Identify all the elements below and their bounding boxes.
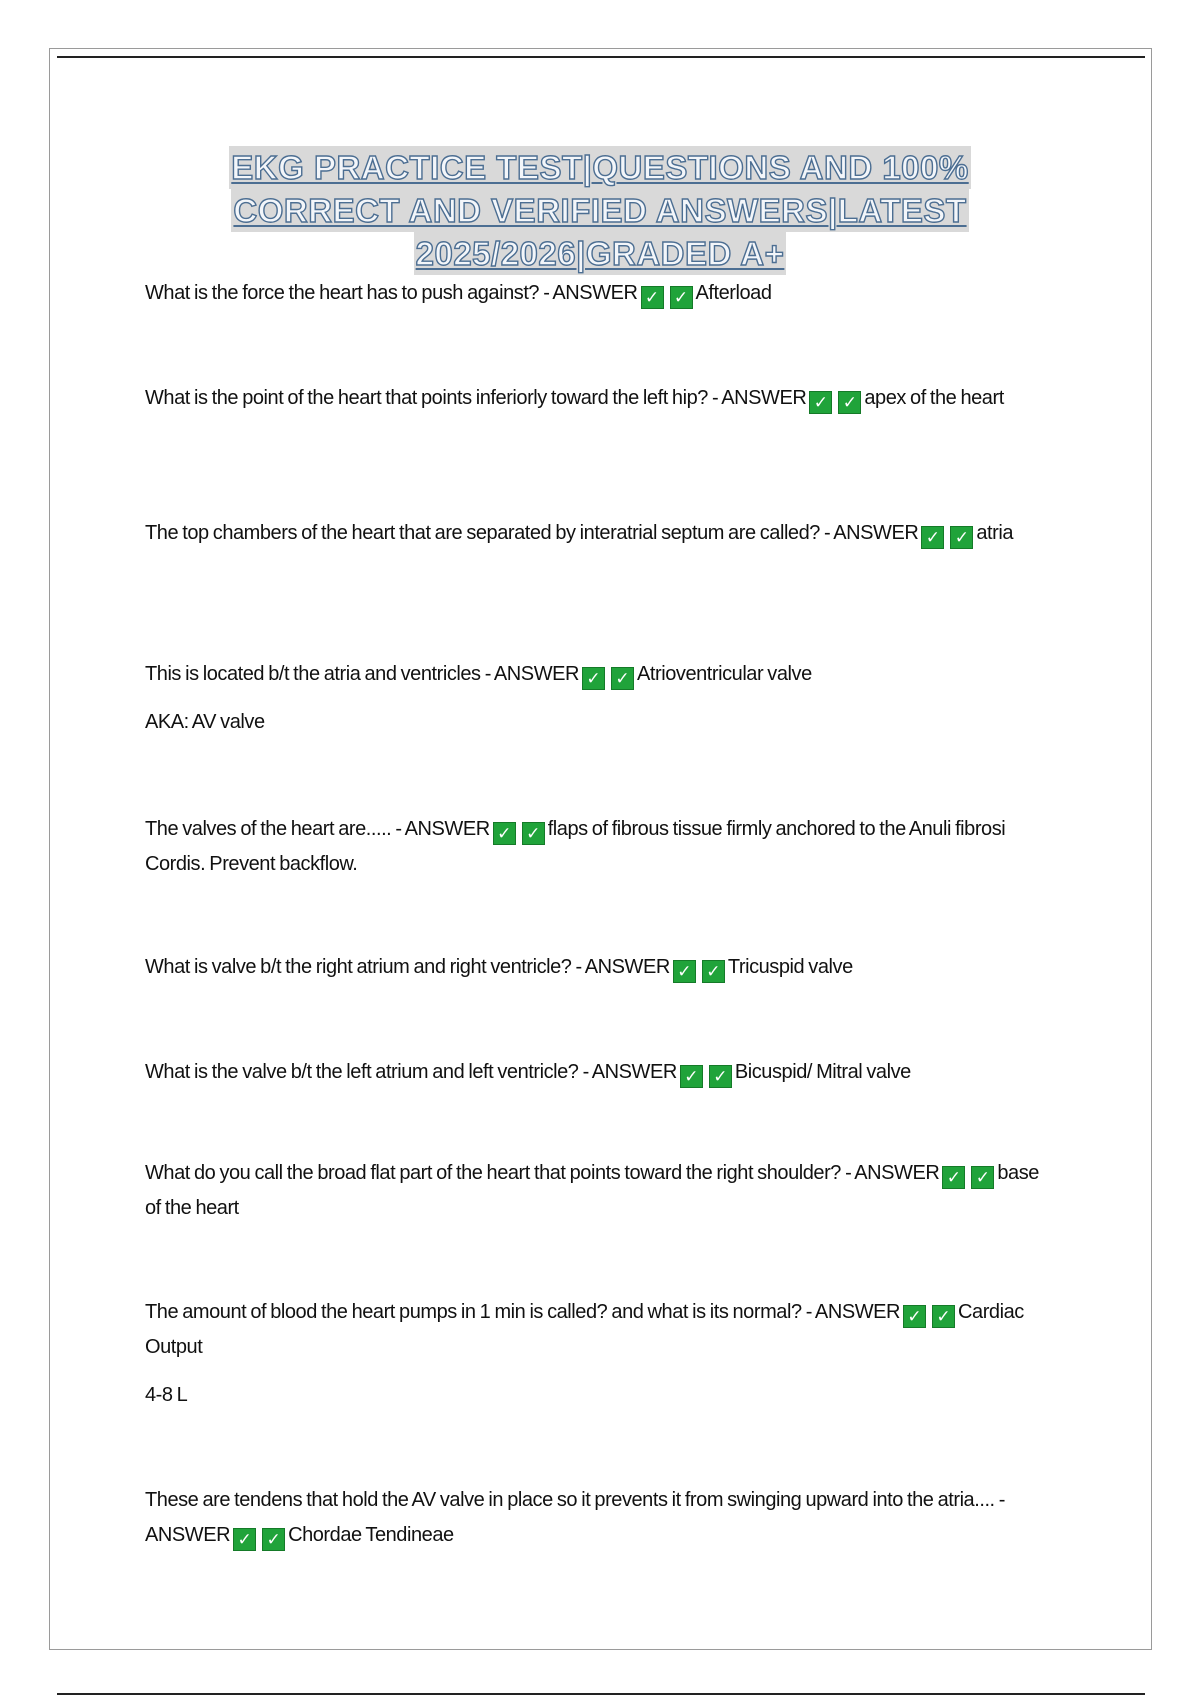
check-mark-icon: ✓ — [702, 960, 725, 983]
answer-note: AKA: AV valve — [145, 711, 265, 733]
answer-text: atria — [976, 522, 1014, 544]
bottom-rule — [57, 1693, 1145, 1695]
check-mark-icon: ✓ — [262, 1528, 285, 1551]
check-mark-icon: ✓ — [838, 391, 861, 414]
check-mark-icon: ✓ — [522, 822, 545, 845]
qa-item — [145, 516, 1045, 551]
question-text: What do you call the broad flat part of the heart that points toward the right shoulder? - ANSWER — [145, 1162, 940, 1184]
qa-item — [145, 381, 1045, 416]
answer-text: Chordae Tendineae — [288, 1524, 454, 1546]
question-text: The amount of blood the heart pumps in 1 min is called? and what is its normal? - ANSWER — [145, 1301, 901, 1323]
question-text: These are tendens that hold the AV valve in place so it prevents it from swinging upward into the atria.... - ANSWER — [145, 1489, 1005, 1546]
qa-item — [145, 1483, 1045, 1553]
question-text: The valves of the heart are..... - ANSWER — [145, 818, 490, 840]
question-text: What is the point of the heart that points inferiorly toward the left hip? - ANSWER — [145, 387, 807, 409]
question-text: What is valve b/t the right atrium and right ventricle? - ANSWER — [145, 956, 670, 978]
check-mark-icon: ✓ — [809, 391, 832, 414]
answer-text: Tricuspid valve — [727, 956, 853, 978]
top-rule — [57, 56, 1145, 58]
title-line-2: CORRECT AND VERIFIED ANSWERS|LATEST — [231, 189, 968, 232]
answer-text: flaps of fibrous tissue firmly anchored to the Anuli fibrosi Cordis. Prevent backflow. — [145, 818, 1006, 875]
check-mark-icon: ✓ — [673, 960, 696, 983]
qa-item — [145, 1156, 1045, 1226]
check-mark-icon: ✓ — [932, 1305, 955, 1328]
check-mark-icon: ✓ — [950, 526, 973, 549]
answer-text: Bicuspid/ Mitral valve — [734, 1061, 911, 1083]
check-mark-icon: ✓ — [670, 286, 693, 309]
answer-text: base of the heart — [145, 1162, 1039, 1219]
check-mark-icon: ✓ — [942, 1166, 965, 1189]
check-mark-icon: ✓ — [611, 667, 634, 690]
check-mark-icon: ✓ — [641, 286, 664, 309]
check-mark-icon: ✓ — [233, 1528, 256, 1551]
check-mark-icon: ✓ — [493, 822, 516, 845]
check-mark-icon: ✓ — [680, 1065, 703, 1088]
title-line-1: EKG PRACTICE TEST|QUESTIONS AND 100% — [229, 146, 970, 189]
title-line-3: 2025/2026|GRADED A+ — [414, 232, 787, 275]
document-title — [150, 146, 1050, 275]
question-text: What is the valve b/t the left atrium and left ventricle? - ANSWER — [145, 1061, 677, 1083]
qa-item — [145, 1295, 1045, 1413]
qa-item — [145, 950, 1045, 985]
answer-text: Cardiac Output — [145, 1301, 1024, 1358]
answer-note: 4-8 L — [145, 1384, 188, 1406]
check-mark-icon: ✓ — [709, 1065, 732, 1088]
answer-text: apex of the heart — [864, 387, 1004, 409]
question-text: The top chambers of the heart that are separated by interatrial septum are called? - ANSWER — [145, 522, 919, 544]
qa-item — [145, 812, 1045, 882]
qa-item — [145, 657, 1045, 740]
check-mark-icon: ✓ — [582, 667, 605, 690]
check-mark-icon: ✓ — [971, 1166, 994, 1189]
qa-item — [145, 1055, 1045, 1090]
check-mark-icon: ✓ — [903, 1305, 926, 1328]
answer-text: Afterload — [695, 282, 772, 304]
answer-text: Atrioventricular valve — [637, 663, 812, 685]
question-text: This is located b/t the atria and ventricles - ANSWER — [145, 663, 580, 685]
check-mark-icon: ✓ — [921, 526, 944, 549]
question-text: What is the force the heart has to push against? - ANSWER — [145, 282, 638, 304]
qa-item — [145, 276, 1045, 311]
